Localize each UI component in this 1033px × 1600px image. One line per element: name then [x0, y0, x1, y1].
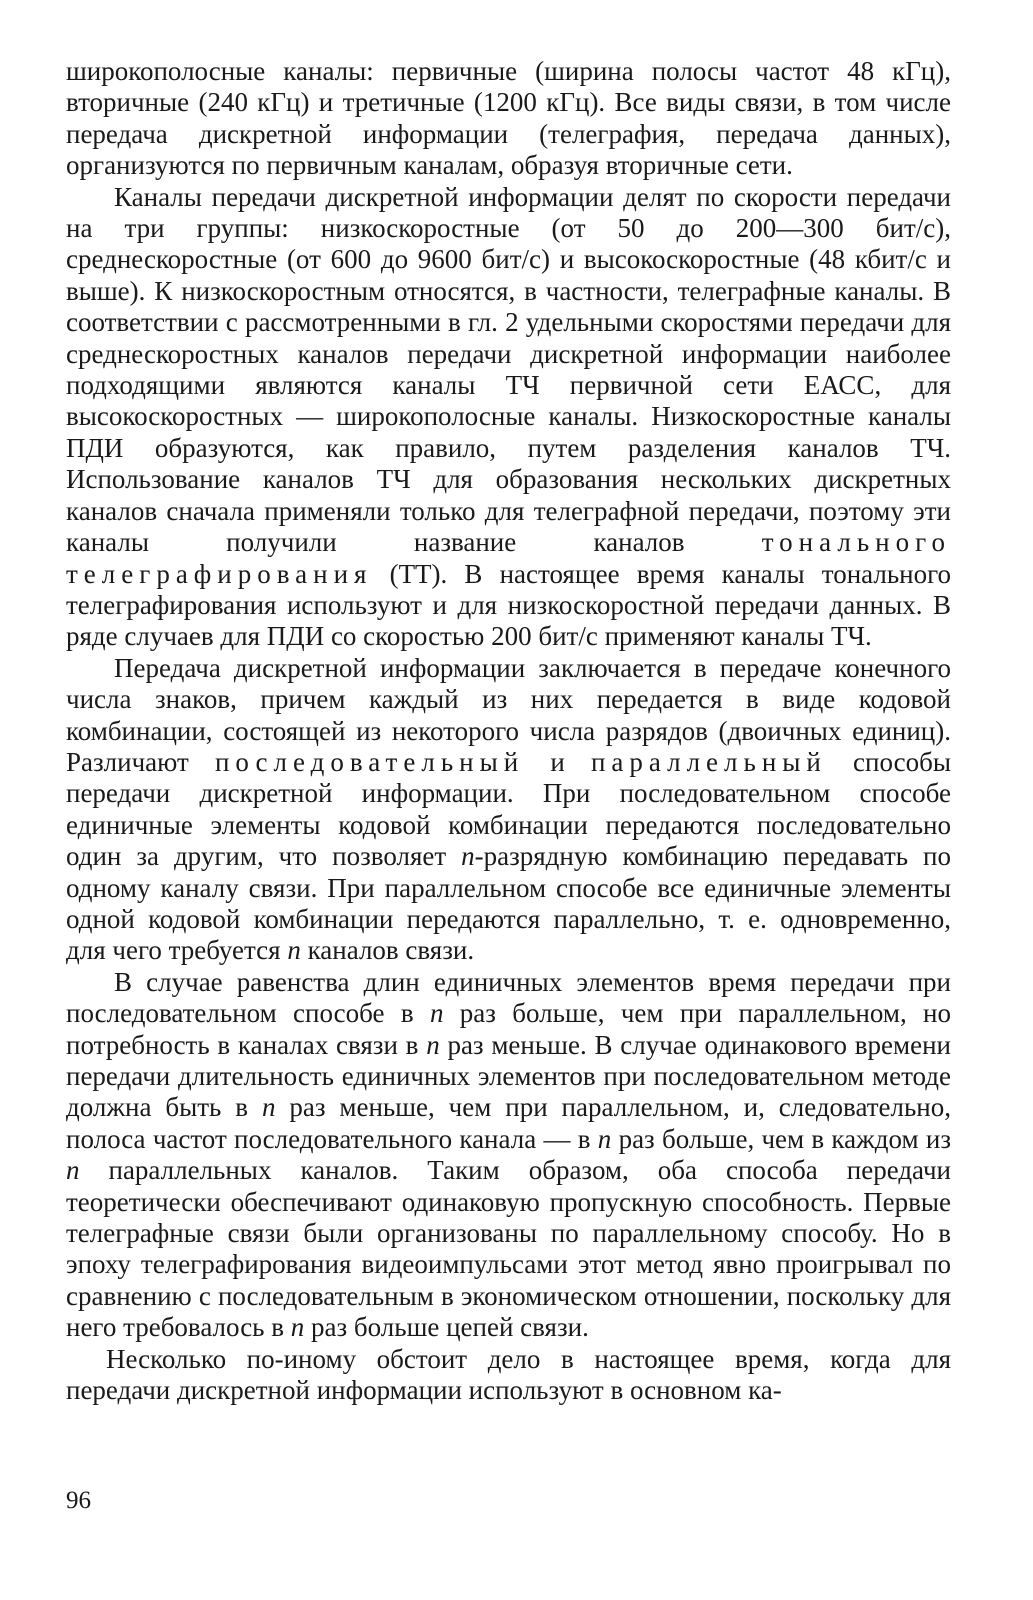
- paragraph-text: В случае равенства длин единичных элементов время передачи при последовательном способе в: [66, 966, 951, 1029]
- math-variable: n: [290, 1312, 305, 1343]
- spaced-term: параллельный: [590, 746, 827, 777]
- paragraph-text: Несколько по-иному обстоит дело в настоящее время, когда для передачи дискретной информации используют в основном ка-: [66, 1343, 951, 1406]
- paragraph-text: -разрядную комбинацию передавать по одному каналу связи. При параллельном способе все единичные элементы одной кодовой комбинации передаются параллельно, т. е. одновременно, для чего требуется: [66, 841, 951, 966]
- paragraph-text: способы передачи дискретной информации. При последовательном способе единичные элементы кодовой комбинации передаются последовательно один за другим, что позволяет: [66, 746, 952, 872]
- paragraph-text: (ТТ). В настоящее время каналы тонального телеграфирования используют и для низкоскоростной передачи данных. В ряде случаев для ПДИ со скоростью 200 бит/с применяют каналы ТЧ.: [66, 558, 951, 652]
- paragraph-text: параллельных каналов. Таким образом, оба способа передачи теоретически обеспечивают одинаковую пропускную способность. Первые телеграфные связи были организованы по параллельному способу. Но в эпоху телеграфирования видеоимпульсами этот метод явно проигрывал по сравнению с последовательным в экономическом отношении, поскольку для него требовалось в: [66, 1155, 951, 1343]
- paragraph-text: широкополосные каналы: первичные (ширина полосы частот 48 кГц), вторичные (240 кГц) и третичные (1200 кГц). Все виды связи, в том числе передача дискретной информации (телеграфия, передача данных), организуются по первичным каналам, образуя вторичные сети.: [66, 56, 951, 181]
- paragraph-text: Передача дискретной информации заключается в передаче конечного числа знаков, причем каждый из них передается в виде кодовой комбинации, состоящей из некоторого числа разрядов (двоичных единиц). Различают: [66, 652, 951, 777]
- paragraph-text: Каналы передачи дискретной информации делят по скорости передачи на три группы: низкоскоростные (от 50 до 200—300 бит/с), среднескоростные (от 600 до 9600 бит/с) и высокоскоростные (48 кбит/с и выше). К низкоскоростным относятся, в частности, телеграфные каналы. В соответствии с рассмотренными в гл. 2 удельными скоростями передачи для среднескоростных каналов передачи дискретной информации наиболее подходящими являются каналы ТЧ первичной сети ЕАСС, для высокоскоростных — широкополосные каналы. Низкоскоростные каналы ПДИ образуются, как правило, путем разделения каналов ТЧ. Использование каналов ТЧ для образования нескольких дискретных каналов сначала применяли только для телеграфной передачи, поэтому эти каналы получили название каналов: [66, 181, 951, 558]
- paragraph: [66, 56, 951, 182]
- math-variable: n: [66, 1155, 80, 1186]
- paragraph-text: раз меньше. В случае одинакового времени передачи длительность единичных элементов при последовательном методе должна быть в: [66, 1029, 952, 1123]
- paragraph-text: раз меньше, чем при параллельном, и, следовательно, полоса частот последовательного канала — в: [66, 1092, 952, 1154]
- page-body: [66, 56, 951, 1406]
- paragraph-text: каналов связи.: [300, 935, 475, 966]
- spaced-term: тонального телеграфирования: [66, 527, 951, 589]
- math-variable: n: [461, 841, 475, 872]
- spaced-term: последовательный: [214, 746, 525, 777]
- paragraph-text: раз больше, чем в каждом из: [611, 1123, 951, 1154]
- page-number: 96: [66, 1487, 91, 1514]
- math-variable: n: [426, 1029, 440, 1060]
- paragraph: [66, 967, 951, 1344]
- paragraph-text: и: [524, 746, 591, 777]
- math-variable: n: [287, 935, 301, 966]
- paragraph: [66, 1344, 951, 1407]
- paragraph: [66, 182, 951, 653]
- paragraph: [66, 653, 951, 967]
- math-variable: n: [261, 1092, 276, 1123]
- math-variable: n: [597, 1123, 612, 1154]
- paragraph-text: раз больше, чем при параллельном, но потребность в каналах связи в: [66, 998, 951, 1060]
- math-variable: n: [429, 998, 444, 1029]
- paragraph-text: раз больше цепей связи.: [304, 1312, 589, 1343]
